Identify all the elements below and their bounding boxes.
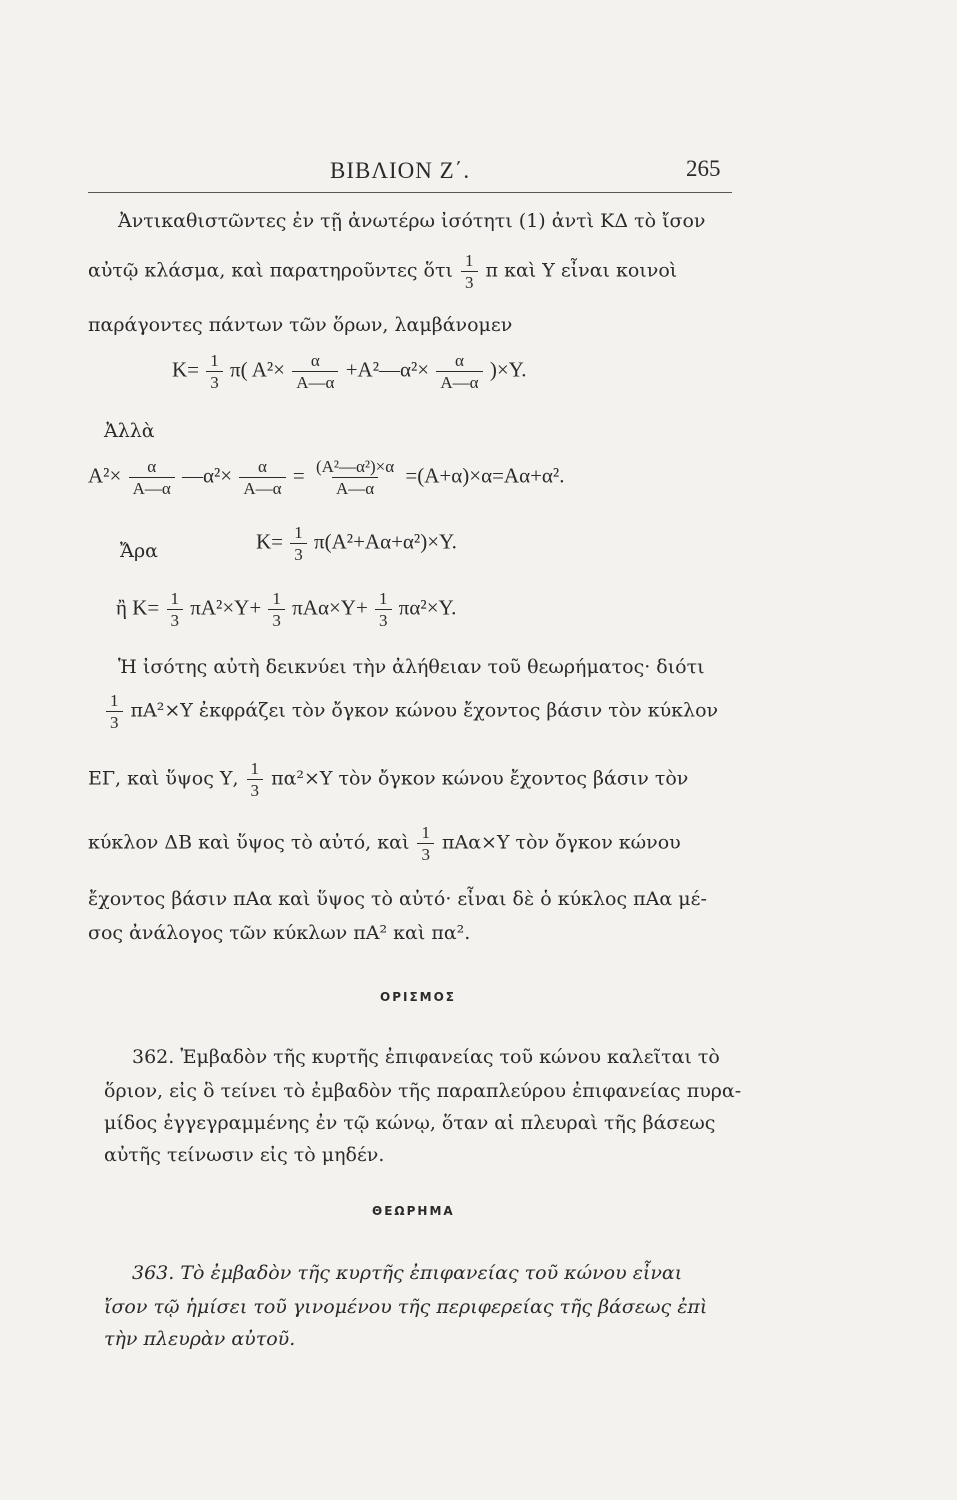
text-span: πΑα×Υ τὸν ὄγκον κώνου xyxy=(442,831,681,854)
fraction-denominator: Α—α xyxy=(129,477,175,497)
fraction-numerator: α xyxy=(310,351,320,370)
equation-3 xyxy=(256,524,457,563)
fraction xyxy=(290,524,307,563)
text-line: Ἀντικαθιστῶντες ἐν τῇ ἀνωτέρω ἰσότητι (1) ἀντὶ ΚΔ τὸ ἴσον xyxy=(118,210,706,232)
fraction-numerator: 1 xyxy=(379,589,388,608)
fraction xyxy=(292,352,338,391)
text-span: π καὶ Υ εἶναι κοινοὶ xyxy=(485,259,678,282)
fraction-denominator: Α—α xyxy=(292,371,338,391)
fraction-denominator: 3 xyxy=(268,609,285,629)
theorem-line: ἴσον τῷ ἡμίσει τοῦ γινομένου τῆς περιφερείας τῆς βάσεως ἐπὶ xyxy=(104,1296,708,1318)
fraction-denominator: 3 xyxy=(167,609,184,629)
fraction-numerator: 1 xyxy=(250,759,260,778)
fraction-numerator: 1 xyxy=(421,823,430,842)
fraction-numerator: 1 xyxy=(272,589,281,608)
fraction-numerator: α xyxy=(147,457,157,476)
text-line: Ἄρα xyxy=(120,540,158,562)
text-line xyxy=(88,824,681,863)
fraction-denominator: 3 xyxy=(290,543,307,563)
fraction xyxy=(436,352,482,391)
text-line: μίδος ἐγγεγραμμένης ἐν τῷ κώνῳ, ὅταν αἱ πλευραὶ τῆς βάσεως xyxy=(104,1112,716,1134)
text-line xyxy=(88,252,677,291)
fraction-numerator: 1 xyxy=(294,523,303,542)
equation-part: Κ= xyxy=(256,529,284,554)
fraction-denominator: 3 xyxy=(417,843,434,863)
fraction-numerator: 1 xyxy=(170,589,179,608)
equation-part: Κ= xyxy=(172,357,200,382)
text-span: ΕΓ, καὶ ὕψος Υ, xyxy=(88,767,239,790)
fraction-denominator: 3 xyxy=(106,711,123,731)
fraction-denominator: 3 xyxy=(375,609,392,629)
fraction-denominator: Α—α xyxy=(332,477,378,497)
page-number: 265 xyxy=(686,156,721,181)
equation-part: πΑα×Υ+ xyxy=(292,595,368,620)
text-line: 362. Ἐμβαδὸν τῆς κυρτῆς ἐπιφανείας τοῦ κώνου καλεῖται τὸ xyxy=(132,1046,720,1068)
equation-part: —α²× xyxy=(182,463,233,488)
fraction-denominator: 3 xyxy=(461,271,478,291)
text-line: παράγοντες πάντων τῶν ὅρων, λαμβάνομεν xyxy=(88,314,513,336)
equation-part: Α²× xyxy=(88,463,122,488)
fraction-denominator: Α—α xyxy=(436,371,482,391)
fraction xyxy=(247,760,264,799)
text-span: κύκλον ΔΒ καὶ ὕψος τὸ αὐτό, καὶ xyxy=(88,831,410,854)
equation-1 xyxy=(172,352,527,391)
fraction-numerator: α xyxy=(258,457,267,476)
running-header-title: ΒΙΒΛΙΟΝ Ζ΄. xyxy=(330,158,471,183)
fraction-numerator: 1 xyxy=(210,351,219,370)
fraction xyxy=(239,458,285,497)
text-line: αὐτῆς τείνωσιν εἰς τὸ μηδέν. xyxy=(104,1144,385,1166)
theorem-line: 363. Τὸ ἐμβαδὸν τῆς κυρτῆς ἐπιφανείας τοῦ κώνου εἶναι xyxy=(132,1262,683,1284)
fraction xyxy=(375,590,392,629)
text-line: ἔχοντος βάσιν πΑα καὶ ὕψος τὸ αὐτό· εἶναι δὲ ὁ κύκλος πΑα μέ- xyxy=(88,888,707,910)
header-rule xyxy=(88,192,732,193)
equation-part: +Α²—α²× xyxy=(345,357,430,382)
equation-part: π(Α²+Αα+α²)×Υ. xyxy=(314,529,457,554)
text-line: ὅριον, εἰς ὃ τείνει τὸ ἐμβαδὸν τῆς παραπλεύρου ἐπιφανείας πυρα- xyxy=(104,1080,742,1102)
equation-part: = xyxy=(292,463,305,488)
fraction-numerator: α xyxy=(455,351,464,370)
text-line: σος ἀνάλογος τῶν κύκλων πΑ² καὶ πα². xyxy=(88,922,471,944)
text-span: πΑ²×Υ ἐκφράζει τὸν ὄγκον κώνου ἔχοντος βάσιν τὸν κύκλον xyxy=(130,699,719,722)
equation-part: =(Α+α)×α=Αα+α². xyxy=(405,463,565,488)
equation-part: πα²×Υ. xyxy=(398,595,457,620)
text-line: Ἡ ἰσότης αὐτὴ δεικνύει τὴν ἀλήθειαν τοῦ θεωρήματος· διότι xyxy=(118,656,705,678)
fraction xyxy=(206,352,223,391)
equation-part: π( Α²× xyxy=(230,357,286,382)
fraction xyxy=(312,458,398,497)
text-line: Ἀλλὰ xyxy=(104,420,155,442)
equation-part: ἢ Κ= xyxy=(116,595,160,620)
equation-part: πΑ²×Υ+ xyxy=(190,595,262,620)
fraction xyxy=(417,824,434,863)
text-span: αὐτῷ κλάσμα, καὶ παρατηροῦντες ὅτι xyxy=(88,259,453,282)
fraction-denominator: 3 xyxy=(206,371,223,391)
equation-2 xyxy=(88,458,564,497)
fraction xyxy=(106,692,123,731)
text-line xyxy=(88,760,688,799)
equation-part: )×Υ. xyxy=(489,357,527,382)
section-heading-theorem: ΘΕΩΡΗΜΑ xyxy=(372,1204,455,1218)
fraction-one-third xyxy=(461,252,478,291)
fraction-denominator: Α—α xyxy=(239,477,285,497)
fraction-denominator: 3 xyxy=(247,779,264,799)
text-line xyxy=(104,692,718,731)
fraction-numerator: 1 xyxy=(110,691,119,710)
equation-4 xyxy=(116,590,456,629)
fraction-numerator: (Α²—α²)×α xyxy=(315,457,395,476)
fraction-numerator: 1 xyxy=(465,251,474,270)
text-span: πα²×Υ τὸν ὄγκον κώνου ἔχοντος βάσιν τὸν xyxy=(271,767,689,790)
section-heading-definition: ΟΡΙΣΜΟΣ xyxy=(380,990,456,1004)
theorem-line: τὴν πλευρὰν αὐτοῦ. xyxy=(104,1328,296,1350)
fraction xyxy=(129,458,175,497)
fraction xyxy=(268,590,285,629)
fraction xyxy=(167,590,184,629)
